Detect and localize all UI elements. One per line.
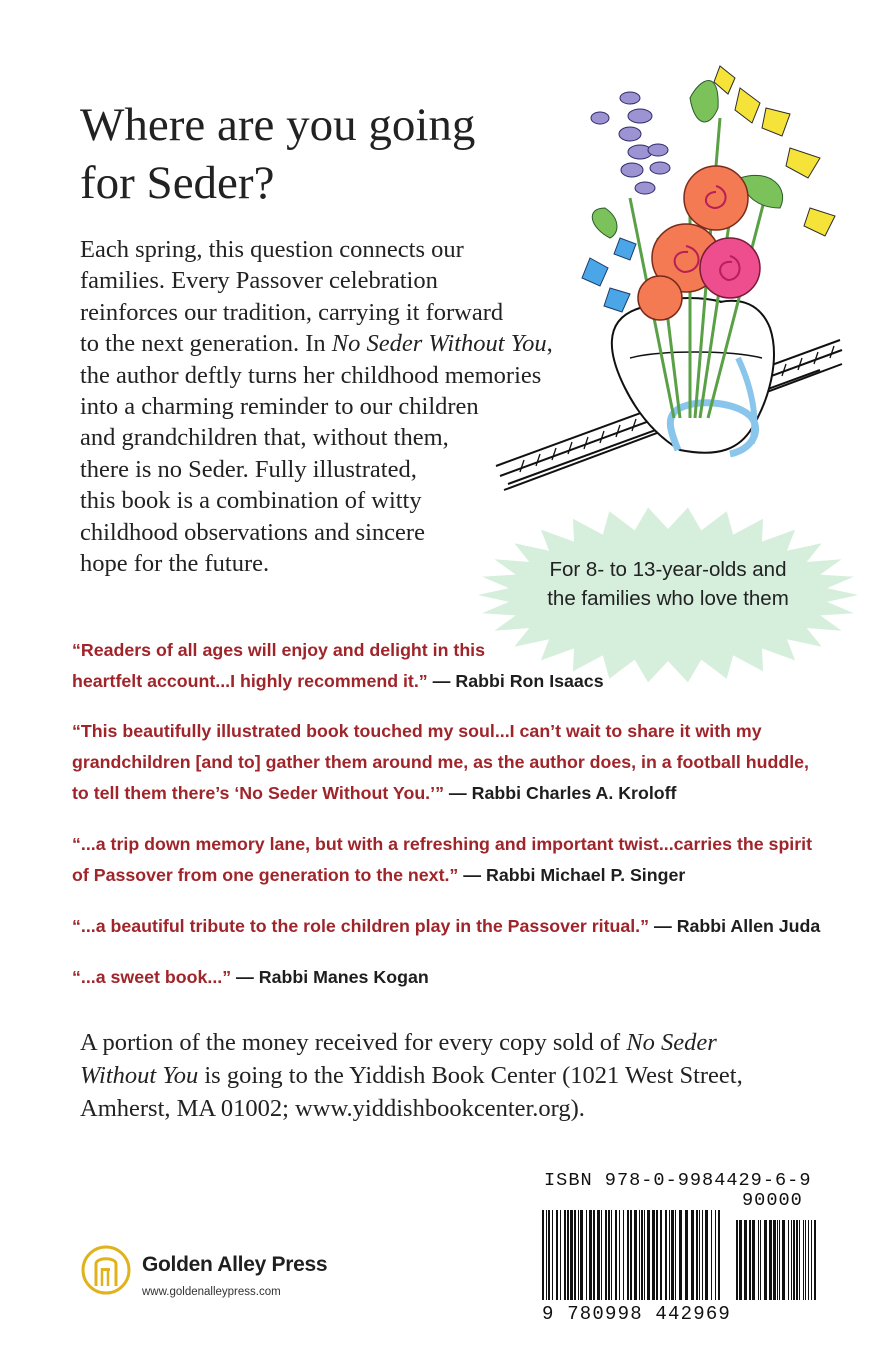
flower-vase-illustration (490, 58, 850, 498)
blurb-line: and grandchildren that, without them, (80, 424, 449, 452)
barcode-bar (773, 1220, 776, 1300)
barcode-bar (611, 1210, 612, 1300)
blurb-line: childhood observations and sincere (80, 518, 425, 546)
barcode-bar (702, 1210, 703, 1300)
barcode-bar (696, 1210, 698, 1300)
quote-attribution: — Rabbi Manes Kogan (236, 967, 429, 987)
publisher-name: Golden Alley Press (142, 1253, 328, 1276)
barcode-bar (811, 1220, 812, 1300)
barcode-bar (630, 1210, 632, 1300)
barcode-bar (665, 1210, 667, 1300)
donation-text: A portion of the money received for every copy sold of (80, 1029, 627, 1056)
barcode-bar (615, 1210, 617, 1300)
barcode-bar (782, 1220, 785, 1300)
barcode-bar (567, 1210, 569, 1300)
quote-text: “...a trip down memory lane, but with a refreshing and important twist...carries the spirit (72, 834, 813, 854)
barcode-bar (623, 1210, 624, 1300)
barcode-bar (739, 1220, 742, 1300)
review-quote (72, 829, 812, 891)
barcode-bar (803, 1220, 804, 1300)
quote-line (72, 635, 604, 666)
quote-line (72, 911, 820, 942)
donation-line (80, 1026, 800, 1059)
donation-text: is going to the Yiddish Book Center (1021 West Street, (198, 1062, 743, 1089)
blurb-line: the author deftly turns her childhood memories (80, 361, 542, 389)
quote-line (72, 962, 429, 993)
quote-text: “...a sweet book...” (72, 967, 232, 987)
donation-line: Amherst, MA 01002; www.yiddishbookcenter.org). (80, 1095, 585, 1122)
quote-line (72, 747, 809, 778)
quote-text: “...a beautiful tribute to the role children play in the Passover ritual.” (72, 916, 650, 936)
blurb-line: there is no Seder. Fully illustrated, (80, 455, 417, 483)
barcode-bar (749, 1220, 751, 1300)
barcode-bar (578, 1210, 579, 1300)
barcode-bar (799, 1220, 800, 1300)
quote-text: “This beautifully illustrated book touched my soul...I can’t wait to share it with my (72, 721, 762, 741)
barcode-bar (679, 1210, 682, 1300)
barcode-bar (691, 1210, 694, 1300)
isbn-label: ISBN 978-0-9984429-6-9 (544, 1170, 812, 1191)
barcode-bar (711, 1210, 712, 1300)
barcode-bar (779, 1220, 780, 1300)
barcode-bar (589, 1210, 592, 1300)
barcode-bar (675, 1210, 676, 1300)
barcode-bar (764, 1220, 767, 1300)
headline-line-2: for Seder? (80, 157, 275, 209)
quote-line (72, 829, 812, 860)
barcode-bar (791, 1220, 792, 1300)
barcode-bar (814, 1220, 816, 1300)
headline (80, 96, 475, 212)
review-quote (72, 962, 429, 993)
barcode-bar (758, 1220, 759, 1300)
barcode-bar (715, 1210, 716, 1300)
ean-digits: 9 780998 442969 (542, 1303, 732, 1325)
barcode-bar (580, 1210, 583, 1300)
barcode-bar (705, 1210, 708, 1300)
barcode-bar (564, 1210, 566, 1300)
barcode-bar (605, 1210, 607, 1300)
blurb-text: to the next generation. In (80, 330, 332, 358)
quote-attribution: — Rabbi Michael P. Singer (463, 865, 686, 885)
age-badge-text (476, 555, 860, 613)
barcode-bar (669, 1210, 670, 1300)
barcode-bar (736, 1220, 738, 1300)
quote-attribution: — Rabbi Ron Isaacs (432, 671, 604, 691)
barcode-bar (644, 1210, 645, 1300)
barcode-bar (769, 1220, 772, 1300)
quote-text: of Passover from one generation to the next.” (72, 865, 459, 885)
barcode-bar (608, 1210, 610, 1300)
barcode-bar (647, 1210, 650, 1300)
barcode-bar (570, 1210, 573, 1300)
barcode-bar (793, 1220, 795, 1300)
blurb-line: Each spring, this question connects our (80, 236, 464, 263)
barcode-bar (796, 1220, 798, 1300)
barcode-bar (548, 1210, 550, 1300)
barcode-bar (542, 1210, 544, 1300)
golden-alley-door-icon (80, 1242, 132, 1298)
barcode-bar (808, 1220, 809, 1300)
badge-line-1: For 8- to 13-year-olds and (549, 558, 787, 581)
barcode-bar (805, 1220, 806, 1300)
barcode-bar (660, 1210, 662, 1300)
quote-text: to tell them there’s ‘No Seder Without You.’” (72, 783, 444, 803)
blurb-line: into a charming reminder to our children (80, 393, 479, 421)
barcode-bar (639, 1210, 640, 1300)
barcode-bar (593, 1210, 595, 1300)
badge-line-2: the families who love them (547, 587, 789, 610)
donation-paragraph (80, 1026, 800, 1125)
quote-attribution: — Rabbi Charles A. Kroloff (448, 783, 677, 803)
barcode-bar (627, 1210, 629, 1300)
barcode-bar (718, 1210, 720, 1300)
barcode-bar (556, 1210, 558, 1300)
review-quote (72, 716, 809, 809)
review-quote (72, 635, 604, 697)
barcode-bar (699, 1210, 700, 1300)
barcode-bar (656, 1210, 658, 1300)
book-title: No Seder Without You (331, 330, 547, 358)
barcode-bar (601, 1210, 602, 1300)
quote-text: grandchildren [and to] gather them around me, as the author does, in a football huddle, (72, 752, 809, 772)
barcode-bar (685, 1210, 688, 1300)
barcode-bar (760, 1220, 761, 1300)
blurb-line: families. Every Passover celebration (80, 267, 438, 295)
blurb-line: this book is a combination of witty (80, 487, 422, 515)
barcode-bar (597, 1210, 600, 1300)
barcode-bar (671, 1210, 674, 1300)
price-code: 90000 (742, 1190, 803, 1211)
quote-attribution: — Rabbi Allen Juda (653, 916, 821, 936)
barcode-bar (634, 1210, 637, 1300)
publisher-url: www.goldenalleypress.com (142, 1286, 281, 1298)
headline-line-1: Where are you going (80, 99, 476, 151)
barcode-bar (744, 1220, 747, 1300)
barcode-bar (788, 1220, 789, 1300)
barcode-bar (652, 1210, 655, 1300)
quote-line (72, 716, 809, 747)
barcode-bar (641, 1210, 643, 1300)
barcode-bar (586, 1210, 587, 1300)
quote-text: heartfelt account...I highly recommend it.” (72, 671, 428, 691)
book-title: No Seder (626, 1029, 717, 1056)
barcode-bar (752, 1220, 755, 1300)
barcode-bar (619, 1210, 620, 1300)
blurb-text: , (546, 330, 553, 358)
blurb-line: hope for the future. (80, 550, 270, 578)
blurb-line: reinforces our tradition, carrying it forward (80, 298, 504, 326)
donation-line (80, 1059, 800, 1092)
barcode-bar (560, 1210, 561, 1300)
quote-line (72, 778, 809, 809)
review-quote (72, 911, 820, 942)
book-title: Without You (80, 1062, 199, 1089)
barcode-bar (546, 1210, 547, 1300)
barcode-bar (574, 1210, 576, 1300)
barcode-bar (777, 1220, 778, 1300)
quote-line (72, 860, 812, 891)
quote-line (72, 666, 604, 697)
barcode-bar (552, 1210, 553, 1300)
quote-text: “Readers of all ages will enjoy and delight in this (72, 640, 486, 660)
